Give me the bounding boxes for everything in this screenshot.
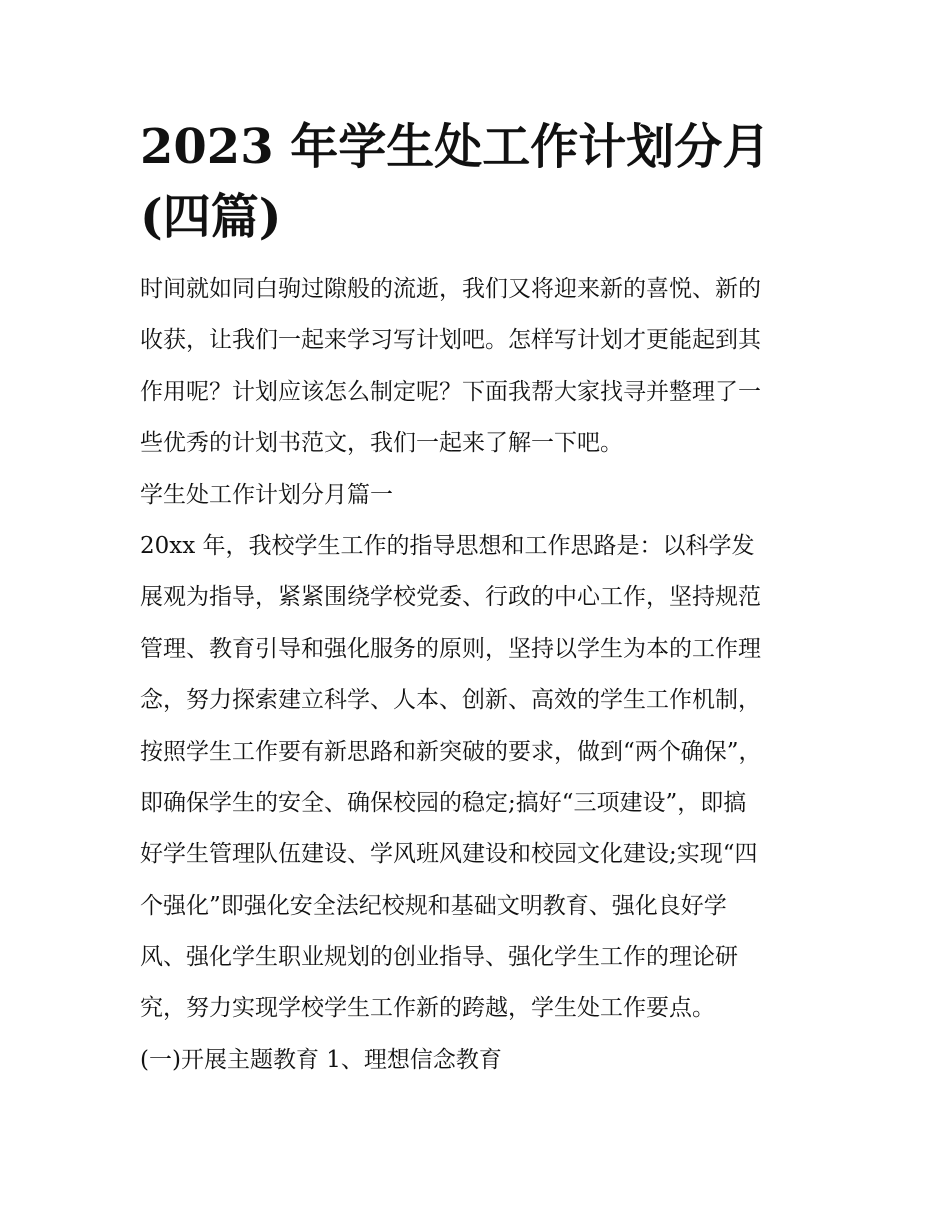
subheading: (一)开展主题教育 1、理想信念教育 (140, 1046, 502, 1073)
section-line: 风、强化学生职业规划的创业指导、强化学生工作的理论研 (140, 944, 738, 971)
intro-paragraph (140, 264, 820, 470)
intro-line: 时间就如同白驹过隙般的流逝，我们又将迎来新的喜悦、新的 (140, 276, 761, 302)
section-line: 好学生管理队伍建设、学风班风建设和校园文化建设;实现“四 (140, 841, 758, 868)
section-line: 展观为指导，紧紧围绕学校党委、行政的中心工作，坚持规范 (140, 584, 761, 611)
section-heading: 学生处工作计划分月篇一 (140, 481, 393, 508)
section-line: 按照学生工作要有新思路和新突破的要求，做到“两个确保”， (140, 738, 762, 765)
title-line: 2023 年学生处工作计划分月 (140, 119, 771, 175)
section-line: 20xx 年，我校学生工作的指导思想和工作思路是：以科学发 (140, 532, 755, 559)
section-line: 个强化”即强化安全法纪校规和基础文明教育、强化良好学 (140, 892, 727, 919)
intro-line: 作用呢？计划应该怎么制定呢？下面我帮大家找寻并整理了一 (140, 378, 761, 405)
section-line: 即确保学生的安全、确保校园的稳定;搞好“三项建设”，即搞 (140, 789, 747, 816)
document-body (140, 264, 820, 1086)
section-line: 管理、教育引导和强化服务的原则，坚持以学生为本的工作理 (140, 635, 761, 662)
section-line: 念，努力探索建立科学、人本、创新、高效的学生工作机制， (140, 687, 761, 714)
intro-line: 些优秀的计划书范文，我们一起来了解一下吧。 (140, 430, 623, 457)
title-line: (四篇) (140, 189, 282, 245)
intro-line: 收获，让我们一起来学习写计划吧。怎样写计划才更能起到其 (140, 327, 761, 354)
document-title (140, 112, 820, 252)
section-paragraph (140, 521, 820, 1035)
section-line: 究，努力实现学校学生工作新的跨越，学生处工作要点。 (140, 995, 715, 1022)
document-page (140, 112, 820, 1086)
